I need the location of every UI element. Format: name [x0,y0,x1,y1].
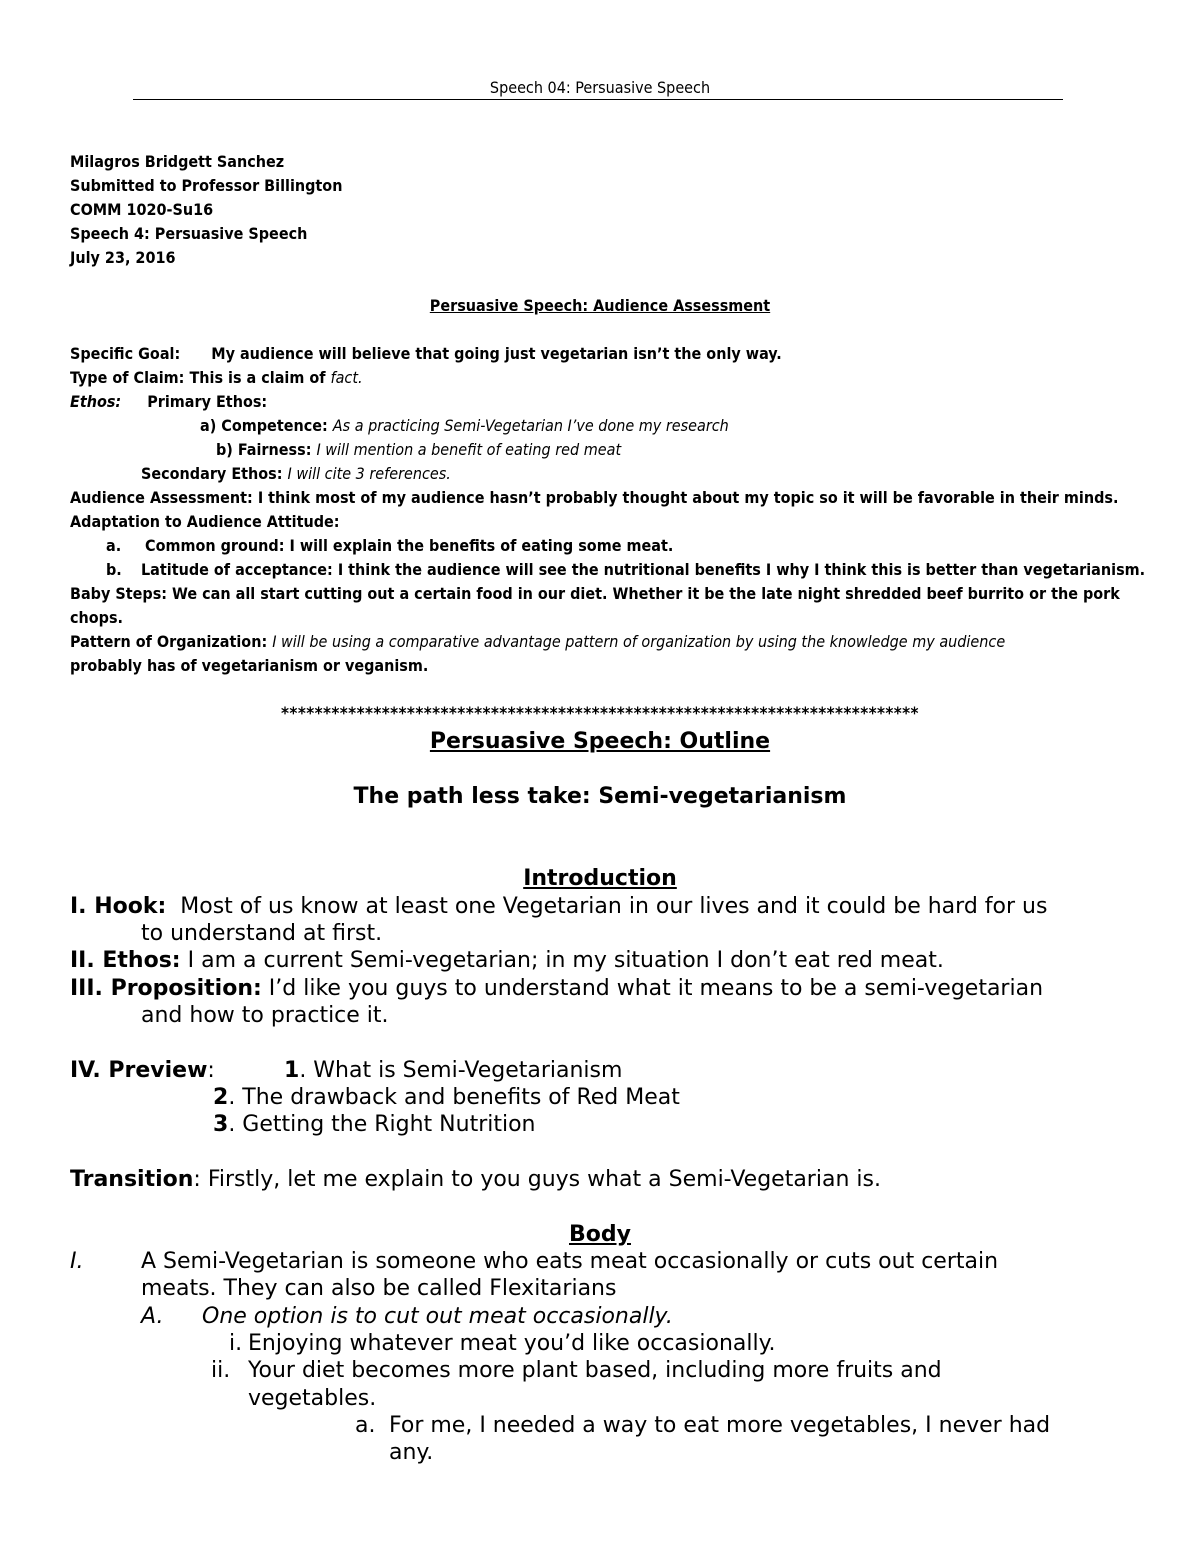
preview-item-2: 2. The drawback and benefits of Red Meat [213,1085,680,1110]
pattern-of-organization: Pattern of Organization: I will be using a comparative advantage pattern of organization by using the knowledge my audience [70,632,1006,651]
course-code: COMM 1020-Su16 [70,200,214,219]
ethos-line: Ethos: Primary Ethos: [70,392,268,411]
assessment-heading: Persuasive Speech: Audience Assessment [429,296,771,315]
body-A-mark: A. [141,1304,164,1329]
body-heading: Body [569,1222,631,1247]
body-A-text: One option is to cut out meat occasionally. [202,1304,673,1329]
body-ii-mark: ii. [211,1358,231,1383]
baby-steps: Baby Steps: We can all start cutting out a certain food in our diet. Whether it be the late night shredded beef burrito or the pork [70,584,1120,603]
preview-label: IV. Preview: [70,1058,215,1083]
body-i-text: Enjoying whatever meat you’d like occasionally. [248,1331,776,1356]
type-of-claim: Type of Claim: This is a claim of fact. [70,368,363,387]
audience-assessment: Audience Assessment: I think most of my audience hasn’t probably thought about my topic so it will be favorable in their minds. [70,488,1119,507]
secondary-ethos: Secondary Ethos: I will cite 3 references. [141,464,451,483]
author-name: Milagros Bridgett Sanchez [70,152,285,171]
fairness-line: b) Fairness: I will mention a benefit of eating red meat [216,440,622,459]
adaptation-b-text: Latitude of acceptance: I think the audience will see the nutritional benefits I why I think this is better than vegetarianism. [141,560,1146,579]
preview-item-3: 3. Getting the Right Nutrition [213,1112,536,1137]
adaptation-a-text: Common ground: I will explain the benefits of eating some meat. [145,536,674,555]
hook-line: I. Hook: Most of us know at least one Vegetarian in our lives and it could be hard for us [70,894,1048,919]
introduction-heading: Introduction [523,866,677,891]
body-a-text: For me, I needed a way to eat more vegetables, I never had [389,1413,1051,1438]
transition: Transition: Firstly, let me explain to you guys what a Semi-Vegetarian is. [70,1167,881,1192]
body-i-mark: i. [229,1331,243,1356]
body-a-mark: a. [355,1413,376,1438]
speech-title: The path less take: Semi-vegetarianism [353,784,847,809]
body-I-text: A Semi-Vegetarian is someone who eats meat occasionally or cuts out certain [141,1249,999,1274]
separator: **************************************************************************** [281,704,919,724]
outline-heading: Persuasive Speech: Outline [429,729,771,754]
body-ii-cont: vegetables. [248,1386,377,1411]
body-I-mark: I. [70,1249,84,1274]
date: July 23, 2016 [70,248,176,267]
adaptation-heading: Adaptation to Audience Attitude: [70,512,340,531]
body-a-cont: any. [389,1440,434,1465]
proposition: III. Proposition: I’d like you guys to understand what it means to be a semi-vegetarian [70,976,1044,1001]
preview-item-1: 1. What is Semi-Vegetarianism [284,1058,623,1083]
pattern-cont: probably has of vegetarianism or veganism. [70,656,429,675]
adaptation-a-mark: a. [106,536,122,555]
ethos-statement: II. Ethos: I am a current Semi-vegetarian; in my situation I don’t eat red meat. [70,948,944,973]
body-I-cont: meats. They can also be called Flexitarians [141,1276,617,1301]
specific-goal: Specific Goal: My audience will believe that going just vegetarian isn’t the only way. [70,344,782,363]
body-ii-text: Your diet becomes more plant based, including more fruits and [248,1358,942,1383]
baby-steps-cont: chops. [70,608,124,627]
speech-number: Speech 4: Persuasive Speech [70,224,308,243]
document-title: Speech 04: Persuasive Speech [489,78,711,97]
proposition-cont: and how to practice it. [141,1003,389,1028]
submitted-to: Submitted to Professor Billington [70,176,343,195]
adaptation-b-mark: b. [106,560,122,579]
hook-line-cont: to understand at first. [141,921,383,946]
title-underline [133,99,1063,100]
competence-line: a) Competence: As a practicing Semi-Vegetarian I’ve done my research [200,416,729,435]
